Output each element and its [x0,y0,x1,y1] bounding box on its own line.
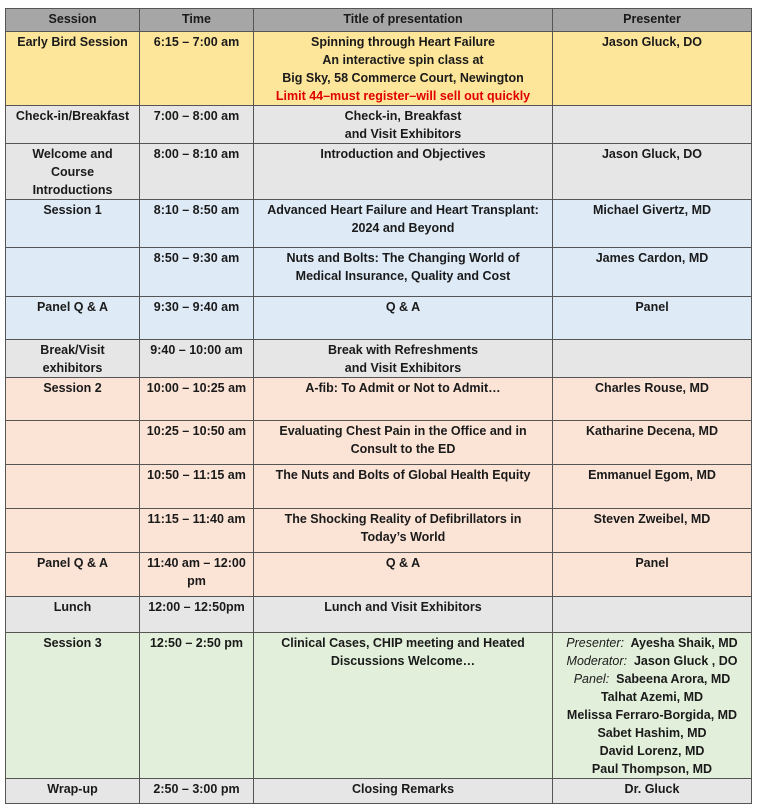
presenter-cell [553,106,752,144]
panelist-name: Sabeena Arora, MD [616,672,731,686]
time-cell: 11:15 – 11:40 am [140,509,254,553]
table-row [6,421,752,465]
title-line: Evaluating Chest Pain in the Office and in [279,424,527,438]
title-line: Spinning through Heart Failure [310,35,496,49]
time-cell: 2:50 – 3:00 pm [140,779,254,804]
role-label: Moderator [566,654,624,668]
time-cell: 10:00 – 10:25 am [140,378,254,421]
table-row [6,378,752,421]
time-cell: 8:10 – 8:50 am [140,200,254,248]
session-cell: Check-in/Breakfast [6,106,140,144]
session-cell: Break/Visit exhibitors [6,340,140,378]
title-line: Lunch and Visit Exhibitors [324,600,482,614]
title-line: Medical Insurance, Quality and Cost [295,269,511,283]
role-label: Panel [573,672,606,686]
title-line: Break with Refreshments [327,343,479,357]
title-line: An interactive spin class at [322,53,484,67]
title-cell [254,633,553,779]
presenter-cell: Panel [553,297,752,340]
time-cell: 12:50 – 2:50 pm [140,633,254,779]
registration-note: Limit 44–must register–will sell out quickly [275,89,531,103]
title-cell [254,597,553,633]
title-line: Closing Remarks [351,782,455,796]
table-row [6,200,752,248]
title-line: Today’s World [360,530,446,544]
title-cell [254,200,553,248]
agenda-table [5,8,752,804]
time-cell: 12:00 – 12:50pm [140,597,254,633]
presenter-cell: James Cardon, MD [553,248,752,297]
title-line: Check-in, Breakfast [344,109,462,123]
title-cell [254,421,553,465]
panelist-name: Paul Thompson, MD [591,762,713,776]
table-row [6,106,752,144]
table-row [6,553,752,597]
session-cell: Early Bird Session [6,32,140,106]
title-cell [254,465,553,509]
header-title: Title of presentation [254,9,553,32]
title-line: The Nuts and Bolts of Global Health Equity [275,468,531,482]
time-cell: 10:25 – 10:50 am [140,421,254,465]
title-cell [254,32,553,106]
title-line: Q & A [385,556,421,570]
table-row [6,509,752,553]
table-row [6,465,752,509]
session-cell: Session 2 [6,378,140,421]
header-time: Time [140,9,254,32]
session-cell [6,465,140,509]
role-label: Presenter [566,636,621,650]
table-row [6,779,752,804]
time-cell: 11:40 am – 12:00 pm [140,553,254,597]
moderator-name: Jason Gluck , DO [633,654,738,668]
title-line: 2024 and Beyond [351,221,455,235]
presenter-cell: Katharine Decena, MD [553,421,752,465]
time-cell: 7:00 – 8:00 am [140,106,254,144]
time-cell: 8:50 – 9:30 am [140,248,254,297]
table-row [6,597,752,633]
presenter-cell [553,633,752,779]
title-cell [254,340,553,378]
title-cell [254,297,553,340]
time-cell: 10:50 – 11:15 am [140,465,254,509]
time-cell: 9:40 – 10:00 am [140,340,254,378]
title-line: Advanced Heart Failure and Heart Transplant: [267,203,539,217]
table-row [6,32,752,106]
title-cell [254,779,553,804]
session-cell: Panel Q & A [6,553,140,597]
header-row [6,9,752,32]
presenter-line: Presenter: Ayesha Shaik, MD [566,636,738,650]
time-cell: 8:00 – 8:10 am [140,144,254,200]
presenter-cell: Dr. Gluck [553,779,752,804]
title-line: Discussions Welcome… [330,654,476,668]
presenter-cell: Jason Gluck, DO [553,32,752,106]
session-cell [6,509,140,553]
session-cell: Session 3 [6,633,140,779]
presenter-cell: Jason Gluck, DO [553,144,752,200]
presenter-cell: Steven Zweibel, MD [553,509,752,553]
session-cell: Wrap-up [6,779,140,804]
session-cell [6,248,140,297]
moderator-line: Moderator: Jason Gluck , DO [566,654,738,668]
title-cell [254,509,553,553]
presenter-cell: Emmanuel Egom, MD [553,465,752,509]
title-cell [254,144,553,200]
panel-line: Panel: Sabeena Arora, MD [573,672,731,686]
presenter-cell: Michael Givertz, MD [553,200,752,248]
time-cell: 6:15 – 7:00 am [140,32,254,106]
session-cell [6,421,140,465]
session-cell: Lunch [6,597,140,633]
session-cell: Welcome and Course Introductions [6,144,140,200]
session-cell: Panel Q & A [6,297,140,340]
session-cell: Session 1 [6,200,140,248]
presenter-cell [553,597,752,633]
title-cell [254,378,553,421]
title-line: Consult to the ED [350,442,456,456]
title-cell [254,248,553,297]
panelist-name: Sabet Hashim, MD [597,726,707,740]
table-row [6,297,752,340]
table-row [6,340,752,378]
title-line: Introduction and Objectives [320,147,486,161]
title-line: and Visit Exhibitors [344,127,462,141]
header-session: Session [6,9,140,32]
title-cell [254,106,553,144]
table-row [6,248,752,297]
table-row [6,144,752,200]
title-line: Clinical Cases, CHIP meeting and Heated [281,636,525,650]
panelist-name: Melissa Ferraro-Borgida, MD [566,708,738,722]
panelist-name: David Lorenz, MD [599,744,705,758]
header-presenter: Presenter [553,9,752,32]
title-line: and Visit Exhibitors [344,361,462,375]
time-cell: 9:30 – 9:40 am [140,297,254,340]
presenter-cell: Panel [553,553,752,597]
title-line: A-fib: To Admit or Not to Admit… [305,381,501,395]
presenter-name: Ayesha Shaik, MD [630,636,738,650]
panelist-name: Talhat Azemi, MD [600,690,704,704]
presenter-cell [553,340,752,378]
table-row [6,633,752,779]
title-cell [254,553,553,597]
title-line: The Shocking Reality of Defibrillators in [284,512,522,526]
title-line: Big Sky, 58 Commerce Court, Newington [282,71,524,85]
presenter-cell: Charles Rouse, MD [553,378,752,421]
title-line: Q & A [385,300,421,314]
title-line: Nuts and Bolts: The Changing World of [286,251,520,265]
